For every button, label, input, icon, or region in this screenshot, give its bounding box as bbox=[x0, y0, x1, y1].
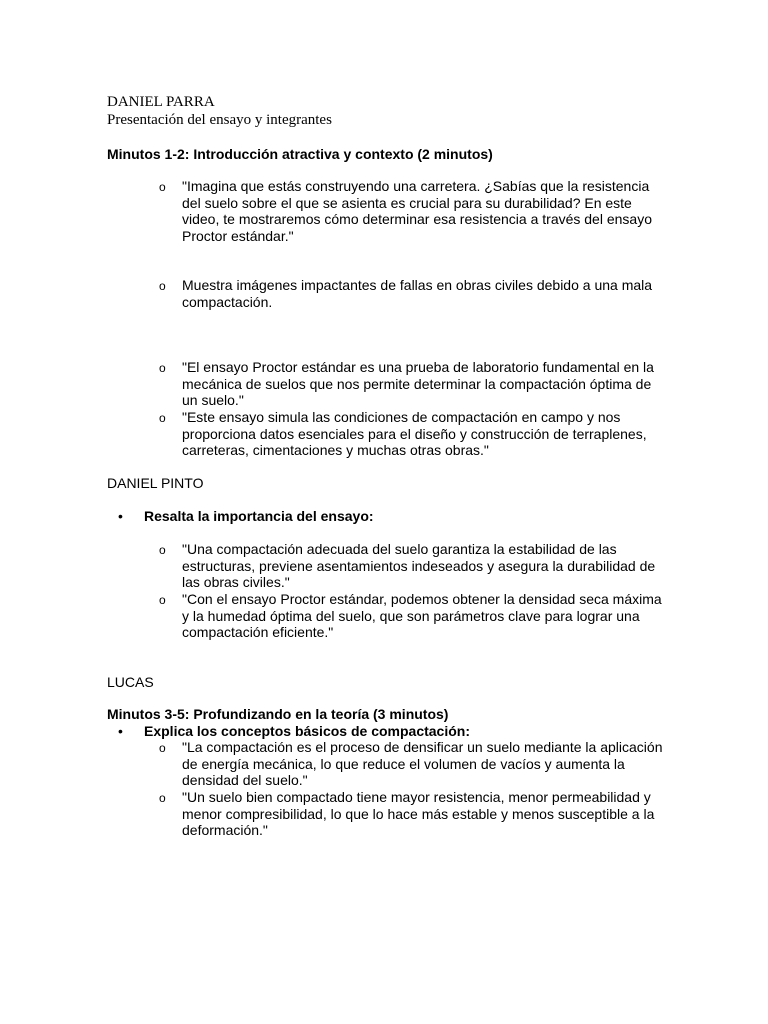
sub-bullet-marker: o bbox=[159, 791, 166, 805]
line: "Un suelo bien compactado tiene mayor resistencia, menor permeabilidad y bbox=[182, 789, 651, 805]
bullet-marker: • bbox=[118, 723, 123, 739]
list-item bbox=[182, 178, 662, 244]
line: de energía mecánica, lo que reduce el volumen de vacíos y aumenta la bbox=[182, 755, 625, 772]
sub-bullet-marker: o bbox=[159, 543, 166, 557]
list-item bbox=[182, 739, 662, 789]
list-item bbox=[182, 541, 662, 591]
line: compactación. bbox=[182, 293, 273, 310]
author-daniel-pinto: DANIEL PINTO bbox=[107, 475, 204, 491]
line: "Una compactación adecuada del suelo garantiza la estabilidad de las bbox=[182, 541, 617, 557]
author-daniel-parra: DANIEL PARRA bbox=[107, 94, 215, 110]
sub-bullet-marker: o bbox=[159, 279, 166, 293]
line: mecánica de suelos que nos permite determinar la compactación óptima de bbox=[182, 375, 652, 392]
list-item bbox=[182, 789, 662, 839]
section1-heading: Minutos 1-2: Introducción atractiva y contexto (2 minutos) bbox=[107, 146, 493, 162]
section3-heading: Minutos 3-5: Profundizando en la teoría (3 minutos) bbox=[107, 706, 449, 722]
sub-bullet-marker: o bbox=[159, 593, 166, 607]
line: compactación eficiente." bbox=[182, 624, 334, 641]
list-item bbox=[182, 591, 662, 641]
sub-bullet-marker: o bbox=[159, 741, 166, 755]
bullet-marker: • bbox=[118, 508, 123, 524]
line: densidad del suelo." bbox=[182, 772, 308, 789]
line: carreteras, cimentaciones y muchas otras obras." bbox=[182, 442, 489, 459]
section2-bullet: Resalta la importancia del ensayo: bbox=[144, 508, 374, 524]
line: Proctor estándar." bbox=[182, 227, 294, 244]
list-item bbox=[182, 409, 662, 459]
line: proporciona datos esenciales para el diseño y construcción de terraplenes, bbox=[182, 425, 647, 442]
line: Muestra imágenes impactantes de fallas en obras civiles debido a una mala bbox=[182, 277, 653, 293]
line: del suelo sobre el que se asienta es crucial para su durabilidad? En este bbox=[182, 194, 632, 211]
sub-bullet-marker: o bbox=[159, 411, 166, 425]
line: "La compactación es el proceso de densificar un suelo mediante la aplicación bbox=[182, 739, 663, 755]
author-lucas: LUCAS bbox=[107, 674, 154, 690]
line: deformación." bbox=[182, 822, 268, 839]
sub-bullet-marker: o bbox=[159, 180, 166, 194]
document-subtitle: Presentación del ensayo y integrantes bbox=[107, 112, 332, 128]
line: video, te mostraremos cómo determinar esa resistencia a través del ensayo bbox=[182, 211, 652, 228]
line: menor compresibilidad, lo que lo hace más estable y menos susceptible a la bbox=[182, 805, 655, 822]
line: "Con el ensayo Proctor estándar, podemos obtener la densidad seca máxima bbox=[182, 591, 662, 607]
line: "Imagina que estás construyendo una carretera. ¿Sabías que la resistencia bbox=[182, 178, 650, 194]
line: un suelo." bbox=[182, 392, 244, 409]
line: y la humedad óptima del suelo, que son parámetros clave para lograr una bbox=[182, 607, 640, 624]
line: "Este ensayo simula las condiciones de compactación en campo y nos bbox=[182, 409, 621, 425]
line: estructuras, previene asentamientos indeseados y asegura la durabilidad de bbox=[182, 557, 656, 574]
line: las obras civiles." bbox=[182, 574, 290, 591]
section3-bullet: Explica los conceptos básicos de compactación: bbox=[144, 723, 470, 739]
sub-bullet-marker: o bbox=[159, 361, 166, 375]
list-item bbox=[182, 277, 662, 310]
list-item bbox=[182, 359, 662, 409]
line: "El ensayo Proctor estándar es una prueba de laboratorio fundamental en la bbox=[182, 359, 654, 375]
